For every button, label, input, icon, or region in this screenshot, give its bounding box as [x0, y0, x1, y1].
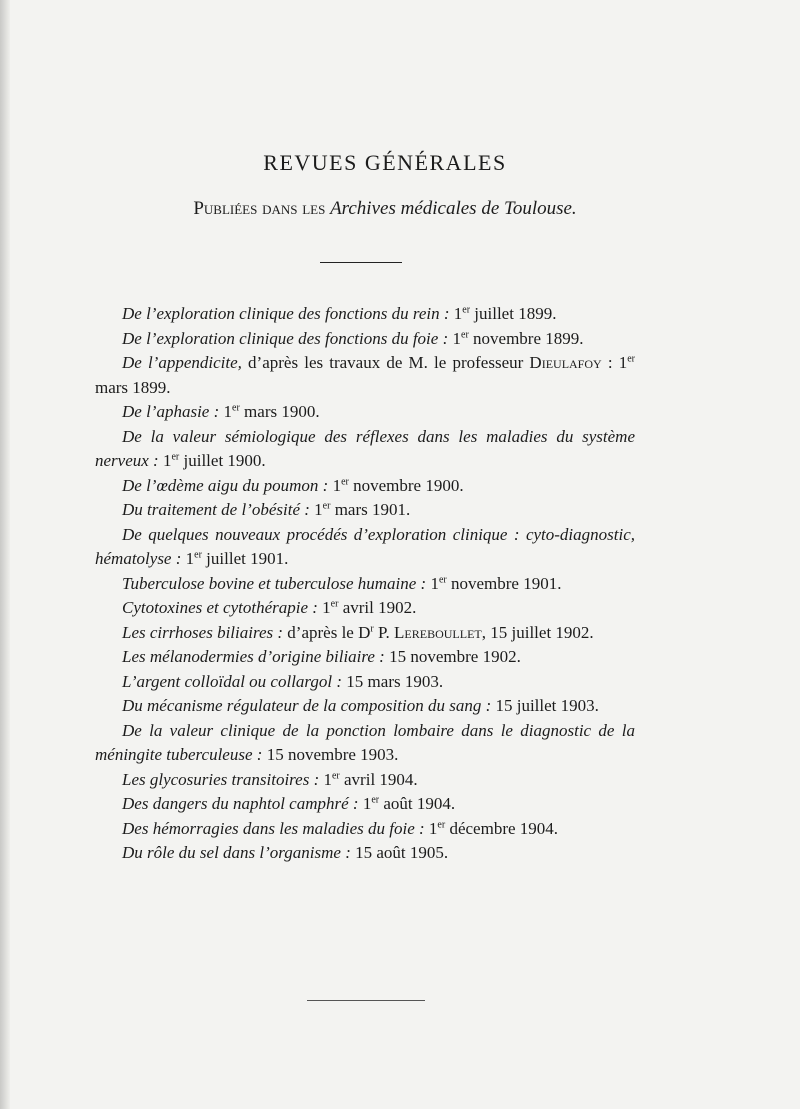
entry-text: 1	[319, 769, 332, 789]
publication-entry	[95, 498, 635, 523]
entry-text: 1	[328, 475, 342, 495]
entry-text: r	[370, 622, 374, 634]
entry-text: novembre 1899.	[468, 328, 584, 348]
entry-author: Lereboullet	[394, 622, 482, 642]
entry-text: avril 1902.	[338, 598, 417, 617]
entry-text: 1	[449, 304, 463, 323]
publication-list	[95, 302, 635, 866]
entry-text: juillet 1901.	[201, 549, 289, 568]
publication-entry	[95, 523, 635, 572]
entry-title: Les glycosuries transitoires :	[122, 769, 320, 789]
entry-title: Tuberculose bovine et tuberculose humaine :	[122, 573, 427, 593]
publication-entry	[95, 572, 635, 597]
page-subtitle	[0, 198, 750, 220]
entry-title: Cytotoxines et cytothérapie :	[122, 598, 318, 617]
entry-author: Dieulafoy	[529, 353, 602, 372]
entry-text: 15 mars 1903.	[342, 671, 444, 691]
entry-title: De l’aphasie :	[122, 402, 220, 421]
publication-entry	[95, 719, 635, 768]
publication-entry	[95, 327, 635, 352]
entry-text: décembre 1904.	[445, 818, 559, 838]
publication-entry	[95, 621, 635, 646]
subtitle-prefix: Publiées dans les	[193, 198, 326, 219]
entry-text: er	[627, 353, 635, 365]
entry-text: 1	[448, 328, 461, 348]
publication-entry	[95, 474, 635, 499]
entry-title: Des hémorragies dans les maladies du foie :	[122, 818, 425, 838]
entry-text: novembre 1900.	[348, 475, 464, 495]
entry-text: er	[461, 328, 469, 340]
publication-entry	[95, 302, 635, 327]
entry-title: Des dangers du naphtol camphré :	[122, 794, 359, 813]
entry-text: er	[232, 402, 240, 414]
publication-entry	[95, 645, 635, 670]
entry-text: er	[330, 598, 339, 610]
entry-title: De l’œdème aigu du poumon :	[122, 475, 329, 495]
entry-title: Du mécanisme régulateur de la composition du sang :	[122, 696, 492, 715]
publication-entry	[95, 425, 635, 474]
entry-text: er	[462, 304, 471, 316]
entry-text: P.	[373, 622, 395, 642]
entry-text: 15 novembre 1903.	[262, 745, 399, 764]
entry-title: De quelques nouveaux procédés d’exploration clinique : cyto-diagnostic, hématolyse :	[95, 524, 635, 568]
publication-entry	[95, 400, 635, 425]
entry-text: er	[341, 475, 349, 487]
entry-text: 1	[219, 402, 233, 421]
entry-text: juillet 1899.	[470, 304, 557, 323]
entry-text: 15 août 1905.	[350, 843, 449, 862]
entry-title: L’argent colloïdal ou collargol :	[122, 671, 343, 691]
entry-text: novembre 1901.	[446, 573, 562, 593]
entry-text: 1	[358, 794, 372, 813]
page-title: REVUES GÉNÉRALES	[263, 150, 507, 175]
entry-text: er	[438, 573, 447, 585]
entry-title: Les mélanodermies d’origine biliaire :	[122, 647, 385, 666]
entry-text: er	[171, 451, 180, 463]
entry-title: De la valeur clinique de la ponction lombaire dans le diagnostic de la méningite tuberculeuse :	[95, 720, 635, 764]
entry-text: er	[331, 769, 340, 781]
entry-text: mars 1901.	[330, 500, 411, 519]
entry-text: 1	[424, 818, 438, 838]
entry-text: 1	[309, 500, 323, 519]
entry-title: De l’appendicite,	[122, 353, 242, 372]
publication-entry	[95, 694, 635, 719]
entry-text: 1	[426, 573, 439, 593]
entry-text: août 1904.	[379, 794, 456, 813]
entry-text: er	[322, 500, 331, 512]
entry-text: er	[194, 549, 202, 561]
publication-entry	[95, 768, 635, 793]
entry-text: : 1	[601, 353, 628, 372]
subtitle-journal: Archives médicales de Toulouse.	[330, 198, 577, 219]
entry-text: , 15 juillet 1902.	[481, 622, 594, 642]
publication-entry	[95, 670, 635, 695]
entry-text: juillet 1900.	[179, 451, 266, 470]
publication-entry	[95, 596, 635, 621]
entry-text: 15 juillet 1903.	[491, 696, 599, 715]
entry-title: De l’exploration clinique des fonctions du foie :	[122, 328, 449, 348]
entry-title: Les cirrhoses biliaires :	[122, 622, 284, 642]
entry-text: d’après le D	[283, 622, 371, 642]
entry-title: Du rôle du sel dans l’organisme :	[122, 843, 351, 862]
top-divider	[320, 262, 402, 263]
entry-text: 1	[317, 598, 331, 617]
entry-text: mars 1900.	[239, 402, 320, 421]
entry-text: 1	[158, 451, 172, 470]
entry-title: De l’exploration clinique des fonctions du rein :	[122, 304, 450, 323]
publication-entry	[95, 351, 635, 400]
entry-text: 1	[181, 549, 195, 568]
publication-entry	[95, 841, 635, 866]
entry-text: er	[371, 794, 380, 806]
entry-text: mars 1899.	[95, 377, 171, 397]
entry-text: d’après les travaux de M. le professeur	[241, 353, 530, 372]
publication-entry	[95, 817, 635, 842]
entry-text: er	[437, 818, 446, 830]
entry-title: Du traitement de l’obésité :	[122, 500, 310, 519]
entry-text: 15 novembre 1902.	[384, 647, 521, 666]
entry-title: De la valeur sémiologique des réflexes dans les maladies du système nerveux :	[95, 426, 635, 470]
entry-text: avril 1904.	[339, 769, 418, 789]
publication-entry	[95, 792, 635, 817]
bottom-divider	[307, 1000, 425, 1001]
